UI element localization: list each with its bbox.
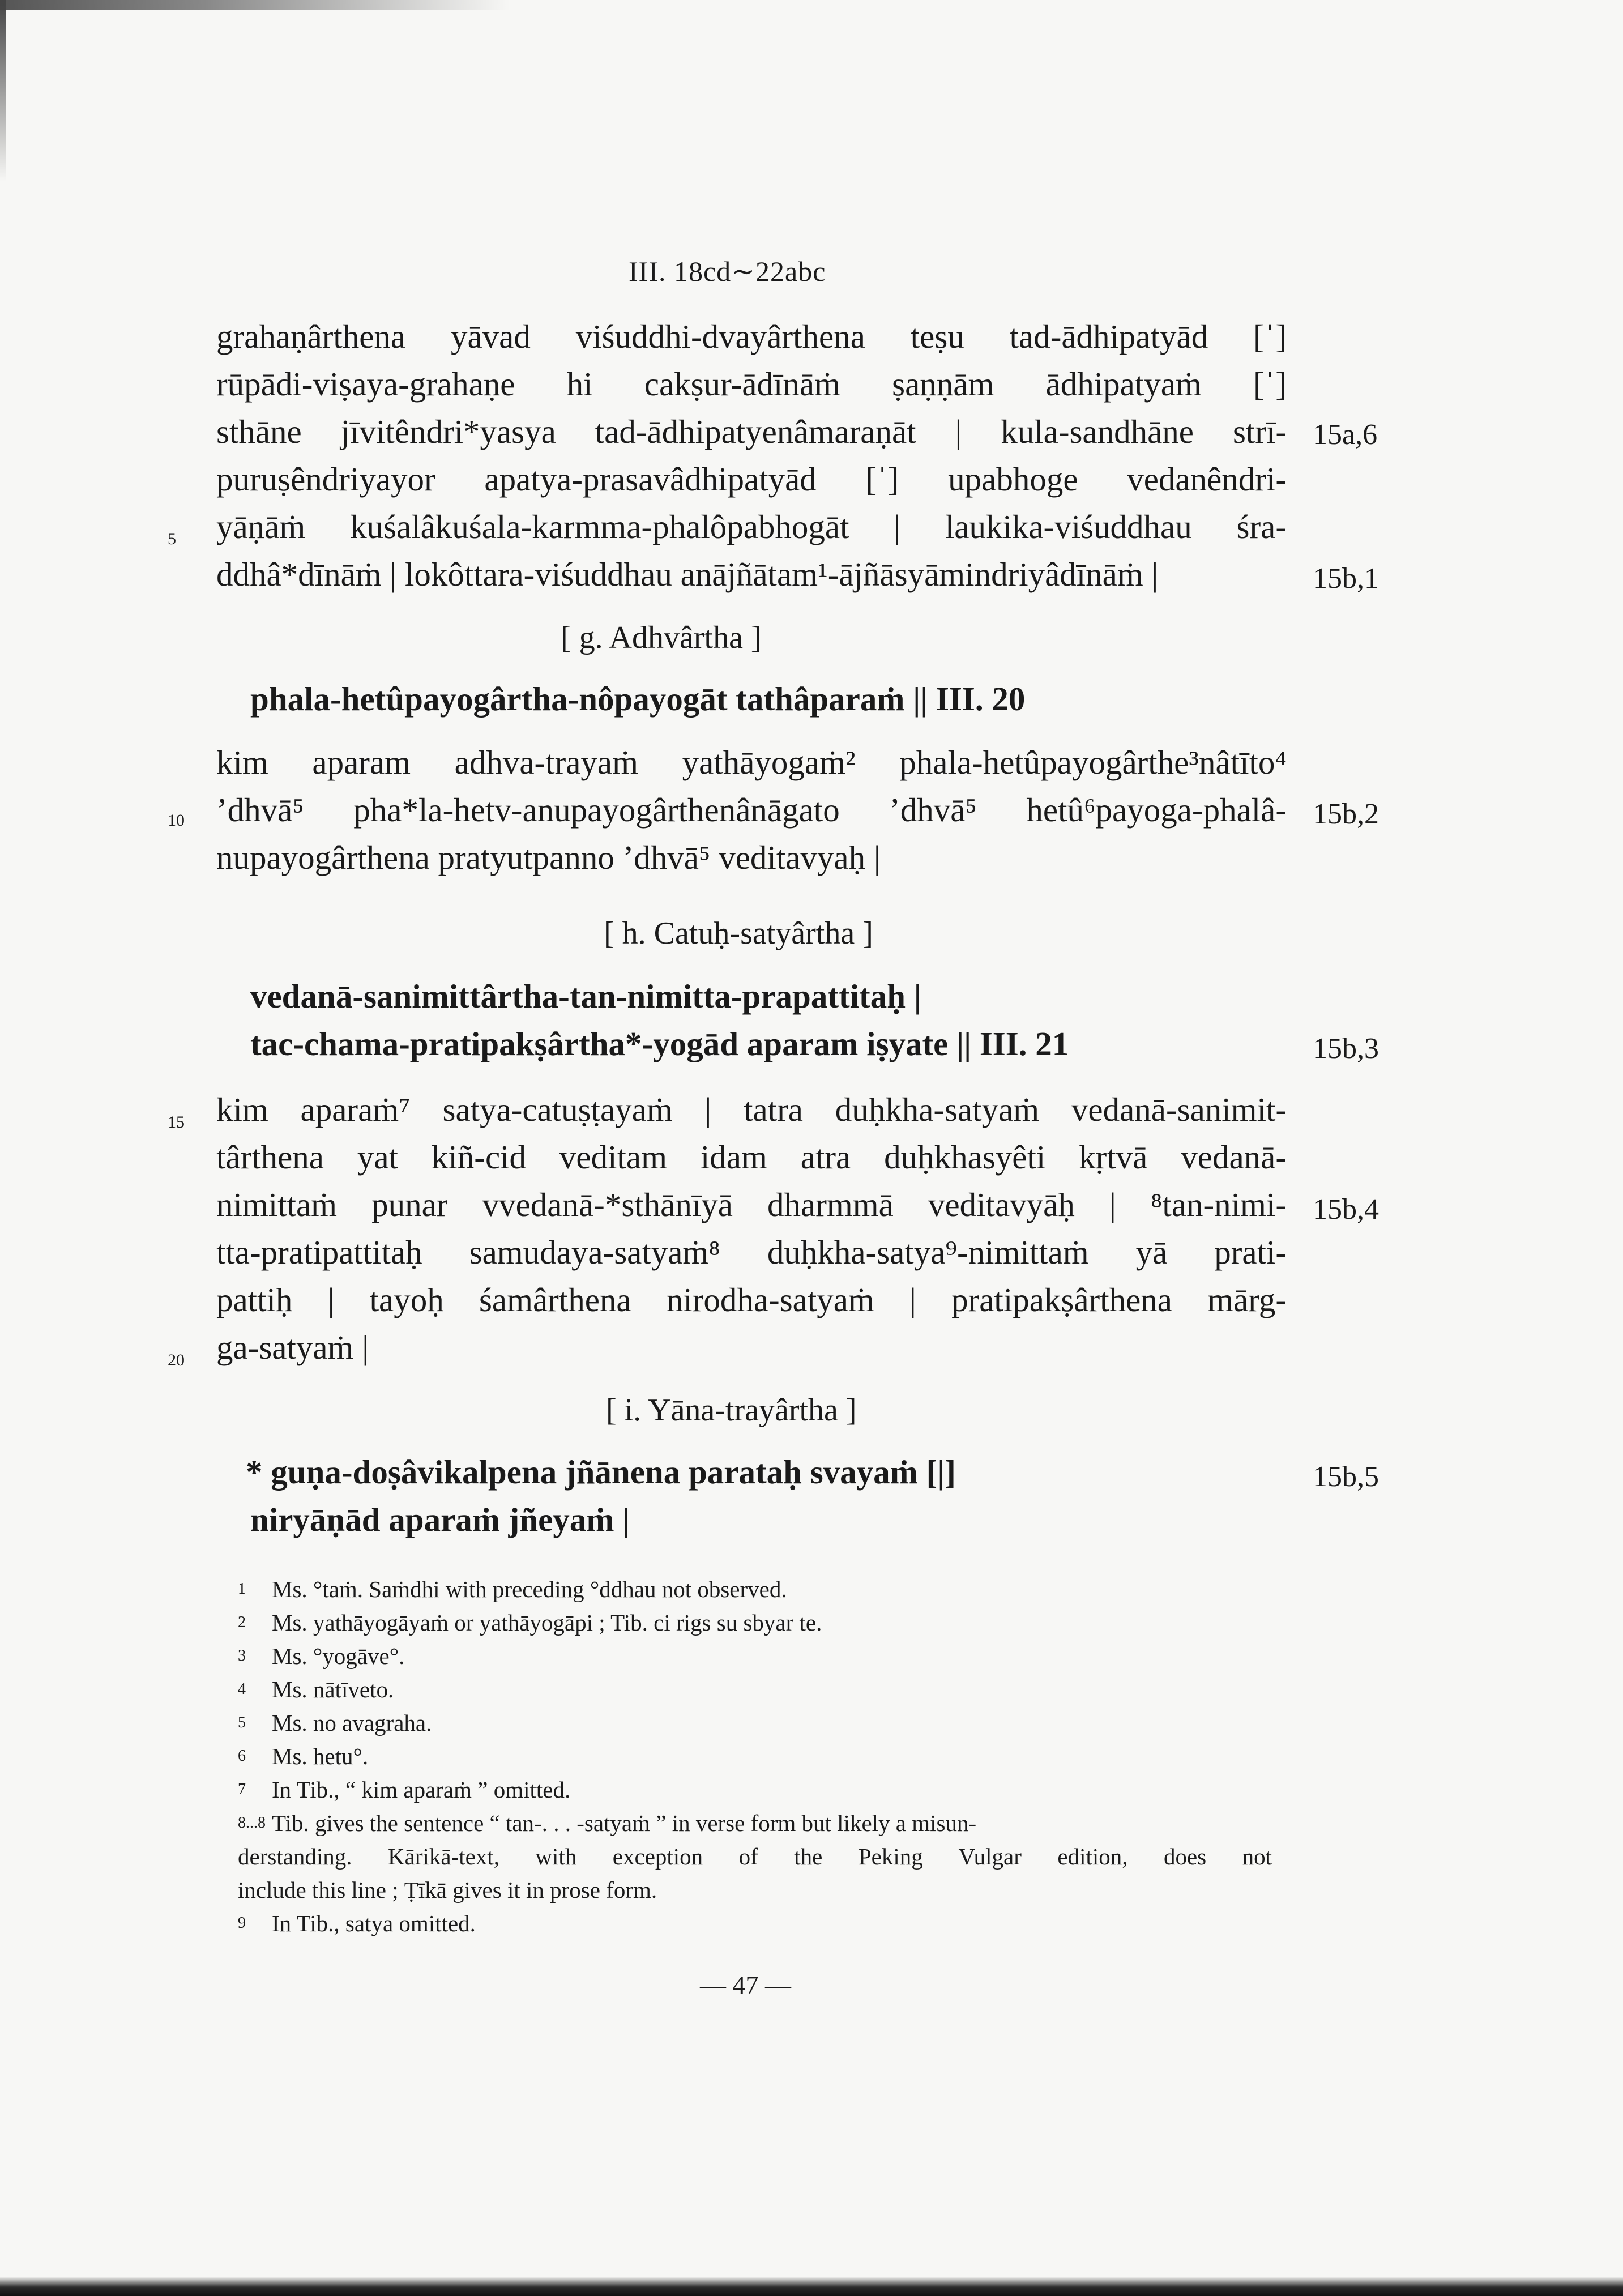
footnote-8 [238,1812,1272,1835]
folio-ref: 15a,6 [1313,419,1378,451]
footnote-text: Ms. yathāyogāyaṁ or yathāyogāpi ; Tib. ci rigs su sbyar te. [272,1610,822,1636]
footnote-text: In Tib., satya omitted. [272,1910,476,1936]
footnote-marker: 7 [238,1781,246,1798]
body-line-19: pattiḥ | tayoḥ śamârthena nirodha-satyaṁ | pratipakṣârthena mārg- [216,1281,1287,1318]
footnote-marker: 8...8 [238,1814,266,1832]
scan-edge-bottom [0,2277,1623,2296]
folio-ref: 15b,3 [1313,1032,1379,1065]
body-line-2: rūpādi-viṣaya-grahaṇe hi cakṣur-ādīnāṁ ṣaṇṇām ādhipatyaṁ [ˈ] [216,365,1287,403]
body-line-3: sthāne jīvitêndri*yasya tad-ādhipatyenâmaraṇāt | kula-sandhāne strī- [216,413,1287,450]
line-number-20: 20 [168,1351,185,1369]
verse-III-22a: * guṇa-doṣâvikalpena jñānena parataḥ svayaṁ [|] [246,1453,956,1491]
footnote-text: Ms. °yogāve°. [272,1643,405,1669]
running-head: III. 18cd∼22abc [629,255,826,287]
verse-III-21a: vedanā-sanimittârtha-tan-nimitta-prapattitaḥ | [250,978,921,1015]
footnote-text: Ms. no avagraha. [272,1710,432,1736]
footnote-marker: 2 [238,1614,246,1631]
body-line-5: yāṇāṁ kuśalâkuśala-karmma-phalôpabhogāt | laukika-viśuddhau śra- [216,508,1287,545]
footnote-1 [238,1578,787,1601]
folio-ref: 15b,1 [1313,562,1379,595]
footnote-marker: 9 [238,1914,246,1932]
footnote-7 [238,1778,570,1802]
folio-ref: 15b,4 [1313,1193,1379,1226]
body-line-15: kim aparaṁ⁷ satya-catuṣṭayaṁ | tatra duḥkha-satyaṁ vedanā-sanimit- [216,1091,1287,1128]
section-head-g: [ g. Adhvârtha ] [561,620,762,655]
body-line-20: ga-satyaṁ | [216,1329,369,1366]
line-number-15: 15 [168,1113,185,1132]
footnote-6 [238,1745,368,1768]
page-number: — 47 — [700,1970,791,1999]
footnote-marker: 6 [238,1747,246,1765]
section-head-h: [ h. Catuḥ-satyârtha ] [604,916,873,951]
body-line-18: tta-pratipattitaḥ samudaya-satyaṁ⁸ duḥkha-satya⁹-nimittaṁ yā prati- [216,1234,1287,1271]
footnote-8-continuation: derstanding. Kārikā-text, with exception of the Peking Vulgar edition, does not [238,1843,1272,1870]
footnote-5 [238,1712,432,1735]
footnote-marker: 1 [238,1580,246,1598]
folio-ref: 15b,5 [1313,1461,1379,1493]
body-line-1: grahaṇârthena yāvad viśuddhi-dvayârthena teṣu tad-ādhipatyād [ˈ] [216,318,1287,355]
footnote-marker: 4 [238,1680,246,1698]
body-line-8: kim aparam adhva-trayaṁ yathāyogaṁ² phala-hetûpayogârthe³nâtīto⁴ [216,744,1287,781]
footnote-marker: 5 [238,1714,246,1731]
line-number-5: 5 [168,530,176,548]
body-line-17: nimittaṁ punar vvedanā-*sthānīyā dharmmā veditavyāḥ | ⁸tan-nimi- [216,1186,1287,1223]
footnote-9 [238,1912,476,1935]
verse-III-20: phala-hetûpayogârtha-nôpayogāt tathâparaṁ || III. 20 [250,680,1026,718]
line-number-10: 10 [168,811,185,830]
footnote-text: In Tib., “ kim aparaṁ ” omitted. [272,1777,571,1803]
body-line-6: ddhâ*dīnāṁ | lokôttara-viśuddhau anājñātam¹-ājñāsyāmindriyâdīnāṁ | [216,556,1159,593]
footnote-text: Ms. °taṁ. Saṁdhi with preceding °ddhau not observed. [272,1576,787,1602]
verse-III-22b: niryāṇād aparaṁ jñeyaṁ | [250,1501,630,1538]
body-line-10: nupayogârthena pratyutpanno ’dhvā⁵ veditavyaḥ | [216,839,881,876]
verse-III-21b: tac-chama-pratipakṣârtha*-yogād aparam iṣyate || III. 21 [250,1025,1069,1062]
footnote-2 [238,1611,822,1634]
footnote-text: Ms. hetu°. [272,1743,369,1769]
body-line-4: puruṣêndriyayor apatya-prasavâdhipatyād [ˈ] upabhoge vedanêndri- [216,460,1287,498]
footnote-marker: 3 [238,1647,246,1665]
scan-edge-left [0,0,6,181]
footnote-3 [238,1645,404,1668]
footnote-text: Tib. gives the sentence “ tan-. . . -satyaṁ ” in verse form but likely a misun- [272,1810,977,1836]
section-head-i: [ i. Yāna-trayârtha ] [606,1393,857,1428]
footnote-text: Ms. nātīveto. [272,1676,394,1702]
folio-ref: 15b,2 [1313,798,1379,830]
body-line-9: ’dhvā⁵ pha*la-hetv-anupayogârthenânāgato ’dhvā⁵ hetû⁶payoga-phalâ- [216,791,1287,829]
footnote-4 [238,1678,394,1701]
scan-edge-top [0,0,510,10]
body-line-16: târthena yat kiñ-cid veditam idam atra duḥkhasyêti kṛtvā vedanā- [216,1138,1287,1176]
footnote-8-continuation: include this line ; Ṭīkā gives it in prose form. [238,1877,657,1903]
